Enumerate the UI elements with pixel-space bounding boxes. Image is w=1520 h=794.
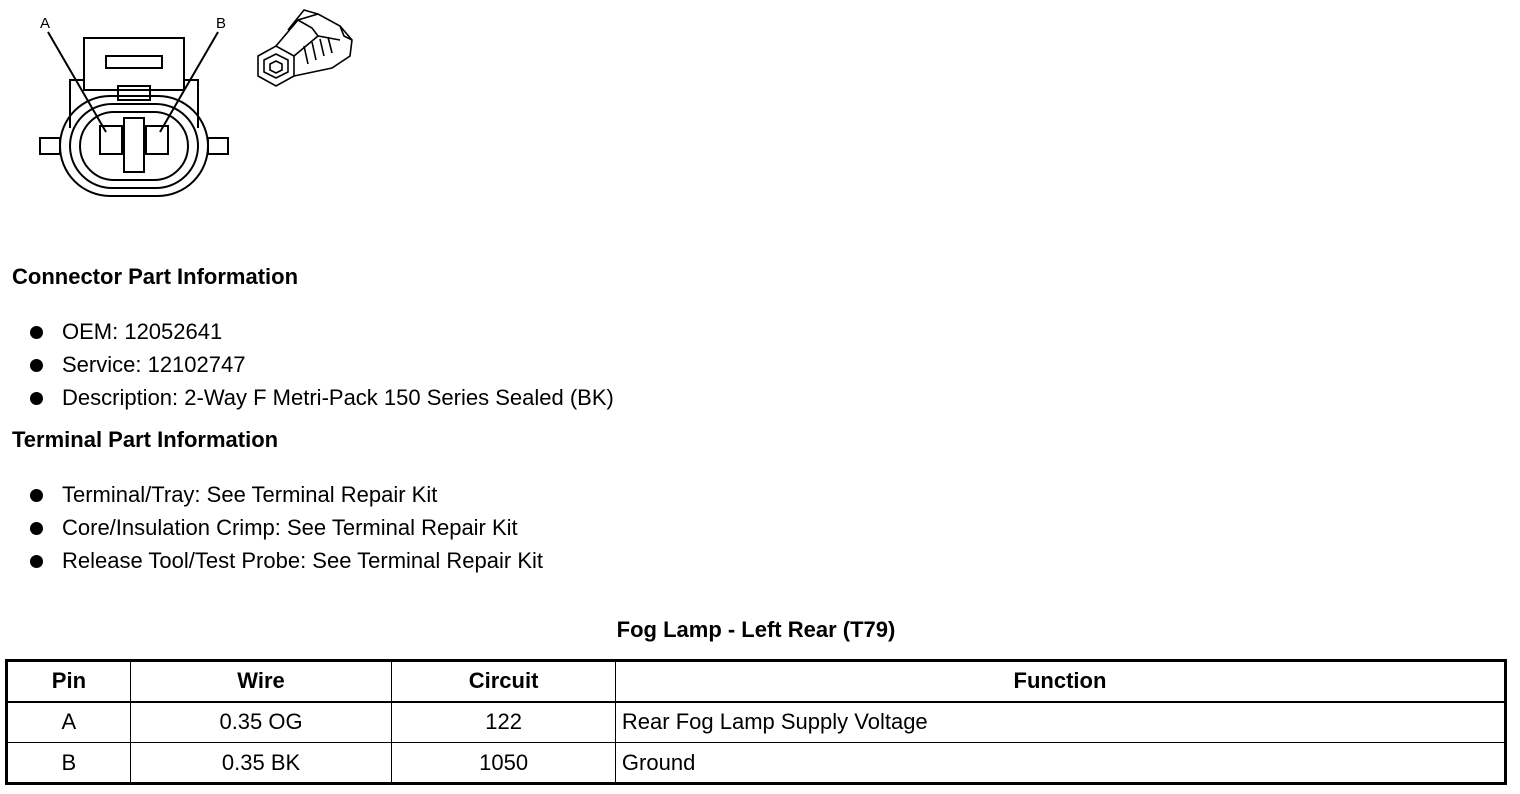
- table-row: [7, 702, 1506, 743]
- connector-part-info-heading: Connector Part Information: [12, 264, 299, 289]
- pin-a-callout-label: A: [40, 15, 51, 32]
- bullet-icon: [30, 555, 43, 568]
- pin-cell: A: [7, 702, 131, 743]
- bullet-icon: [30, 392, 43, 405]
- terminal-part-info-heading: Terminal Part Information: [12, 427, 279, 452]
- pin-cell: B: [7, 743, 131, 784]
- column-header-function: Function: [615, 661, 1505, 702]
- function-cell: Rear Fog Lamp Supply Voltage: [615, 702, 1505, 743]
- bullet-icon: [30, 522, 43, 535]
- bullet-icon: [30, 326, 43, 339]
- column-header-pin: Pin: [7, 661, 131, 702]
- connector-isometric-image: [248, 6, 360, 92]
- list-item: Release Tool/Test Probe: See Terminal Repair Kit: [28, 547, 543, 580]
- connector-face-diagram: [30, 8, 240, 204]
- circuit-cell: 122: [392, 702, 616, 743]
- pinout-table: [5, 659, 1507, 785]
- pinout-table-title: Fog Lamp - Left Rear (T79): [616, 617, 896, 642]
- circuit-cell: 1050: [392, 743, 616, 784]
- list-item: OEM: 12052641: [28, 318, 614, 351]
- connector-part-info-list: [28, 318, 614, 417]
- terminal-part-info-list: [28, 481, 543, 580]
- wire-cell: 0.35 BK: [130, 743, 391, 784]
- function-cell: Ground: [615, 743, 1505, 784]
- wire-cell: 0.35 OG: [130, 702, 391, 743]
- column-header-wire: Wire: [130, 661, 391, 702]
- bullet-icon: [30, 359, 43, 372]
- pin-b-callout-label: B: [216, 15, 227, 32]
- column-header-circuit: Circuit: [392, 661, 616, 702]
- list-item: Core/Insulation Crimp: See Terminal Repair Kit: [28, 514, 543, 547]
- list-item: Description: 2-Way F Metri-Pack 150 Series Sealed (BK): [28, 384, 614, 417]
- list-item: Service: 12102747: [28, 351, 614, 384]
- list-item: Terminal/Tray: See Terminal Repair Kit: [28, 481, 543, 514]
- bullet-icon: [30, 489, 43, 502]
- table-row: [7, 743, 1506, 784]
- table-header-row: [7, 661, 1506, 702]
